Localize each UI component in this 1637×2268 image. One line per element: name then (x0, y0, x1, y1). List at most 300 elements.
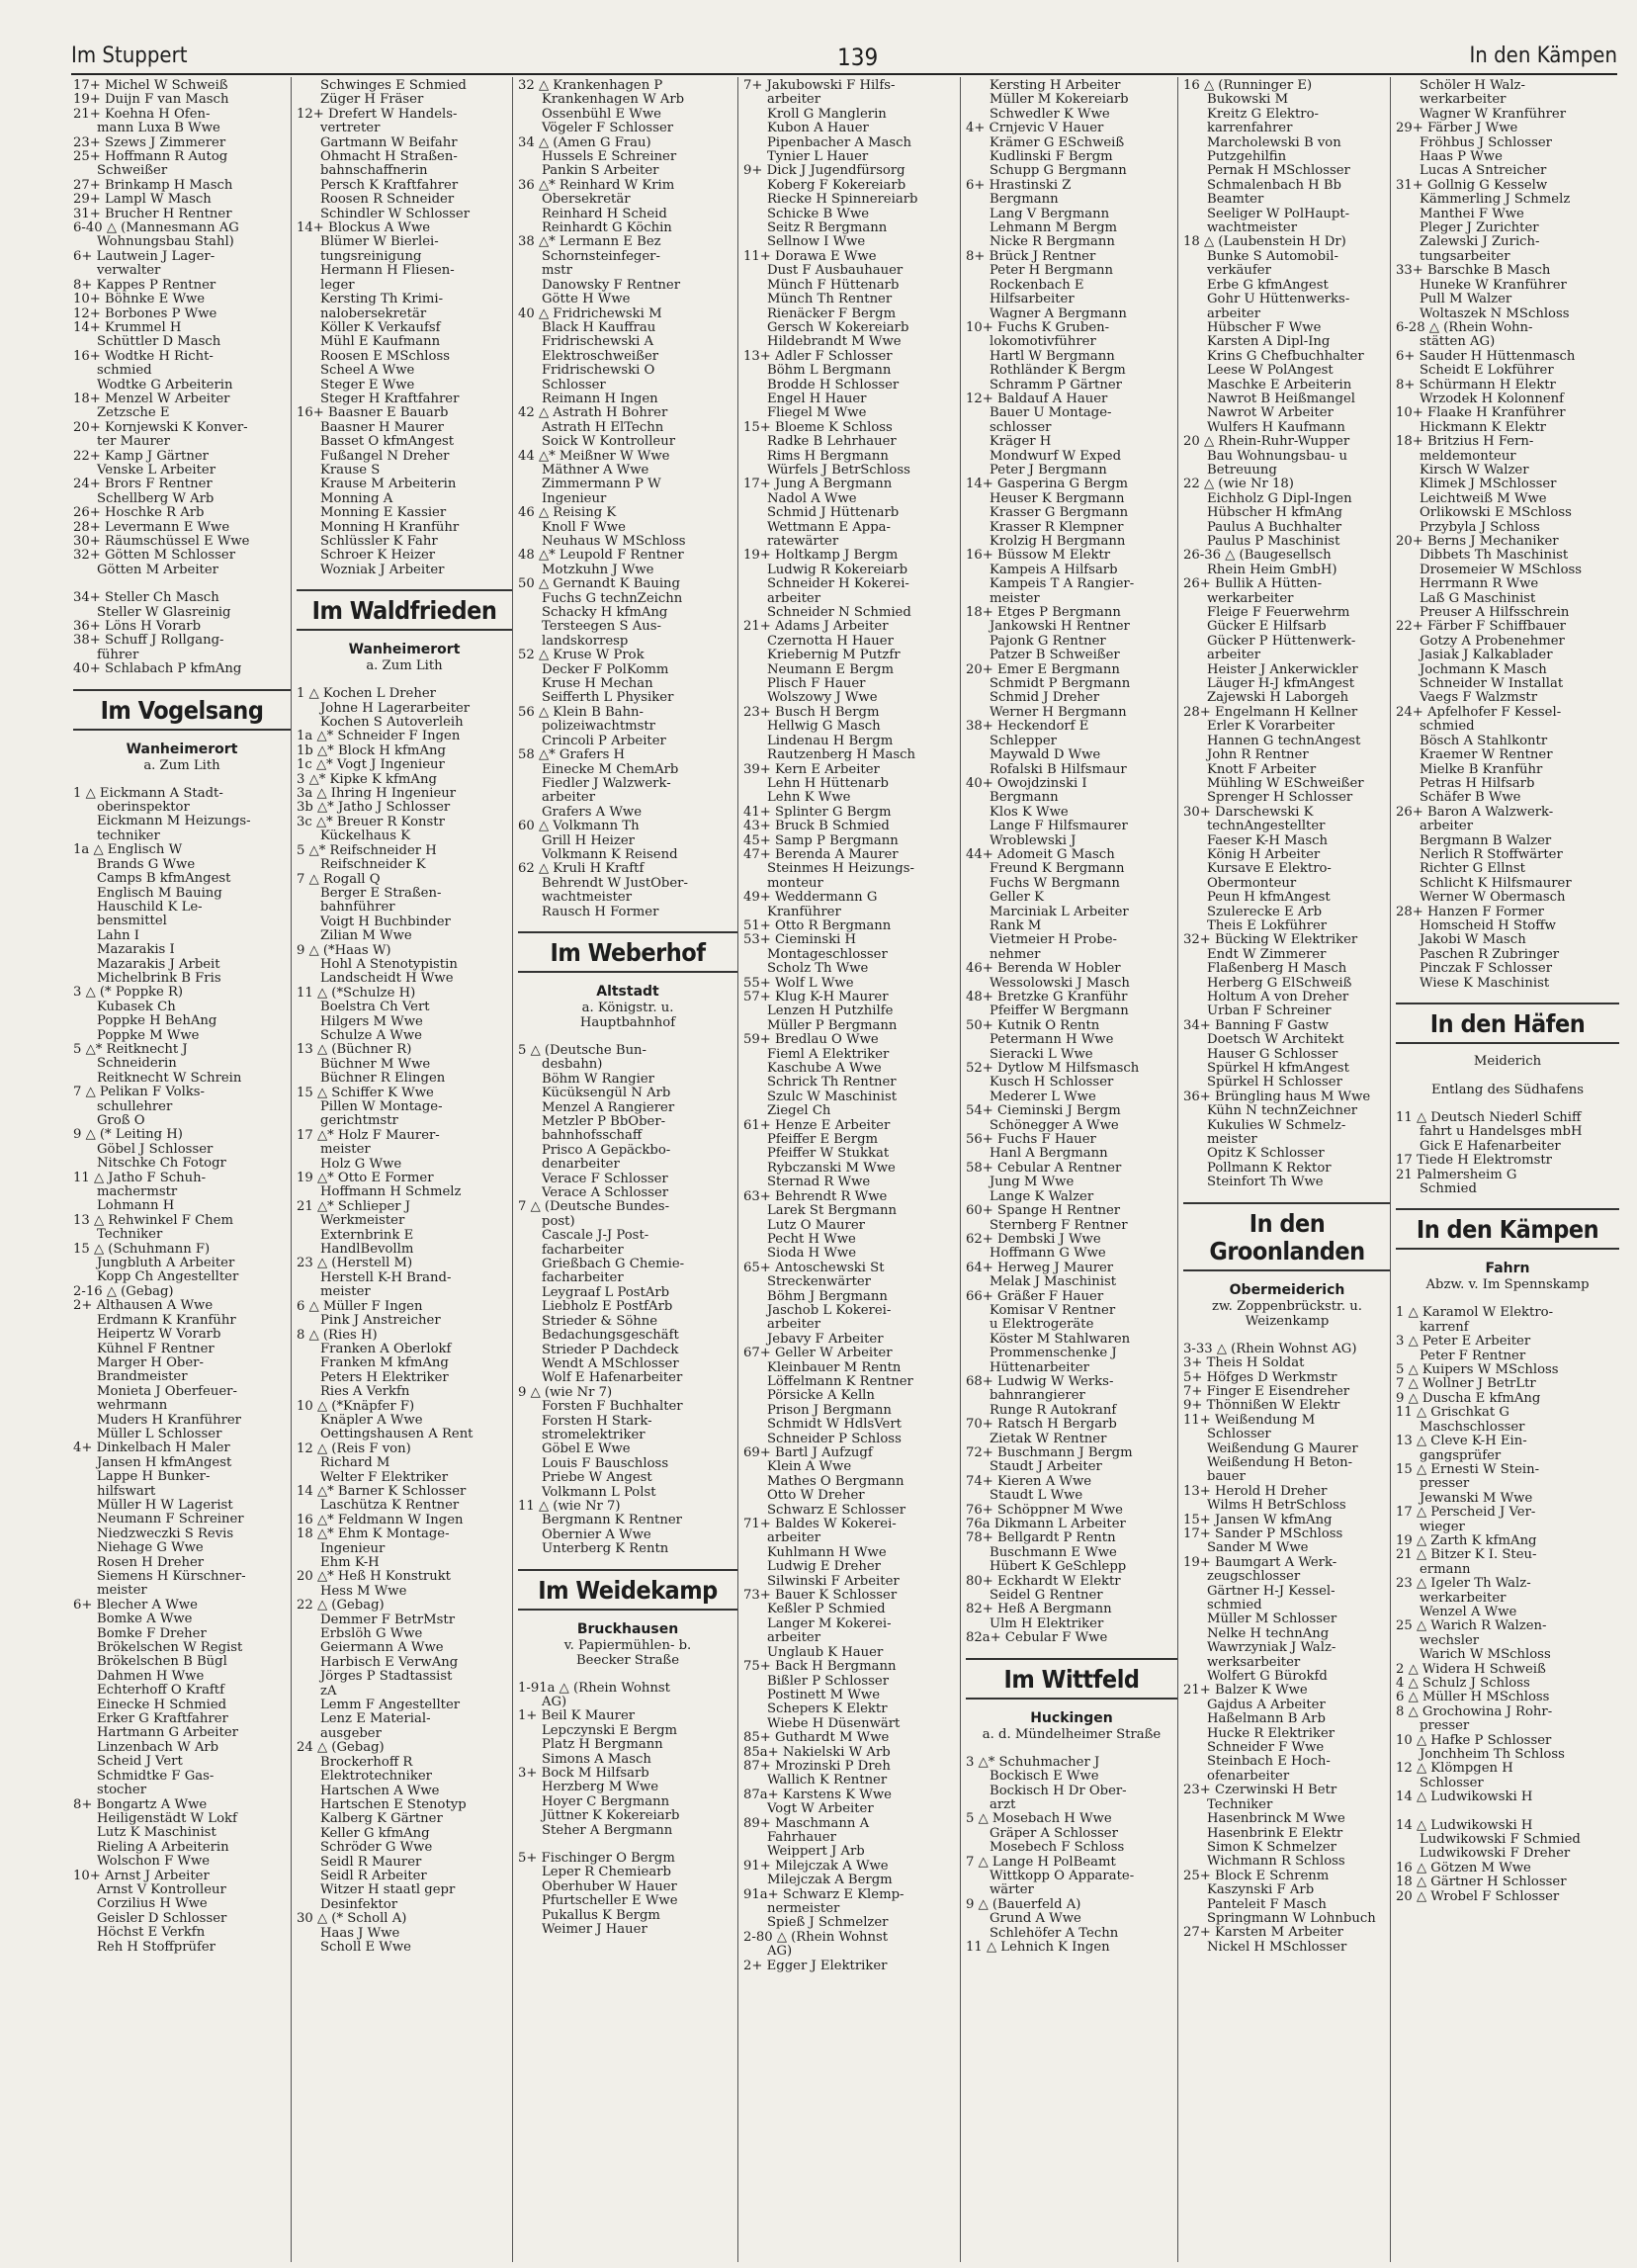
resident-entry: werkarbeiter (1207, 591, 1294, 606)
house-entry: 27+ Brinkamp H Masch (73, 178, 233, 193)
house-entry: 3-33 △ (Rhein Wohnst AG) (1183, 1342, 1357, 1356)
street-location-note: Meiderich (1473, 1054, 1542, 1069)
resident-entry: verkäufer (1207, 264, 1271, 279)
resident-entry: Bockisch H Dr Ober- (990, 1784, 1127, 1798)
resident-entry: Richter G Ellnst (1420, 862, 1525, 877)
resident-entry: Hübscher H kfmAng (1207, 506, 1342, 521)
resident-entry: Bomke A Wwe (97, 1613, 193, 1627)
resident-entry: Jungbluth A Arbeiter (97, 1257, 235, 1271)
street-location-note: Beecker Straße (575, 1652, 680, 1668)
resident-entry: Peter F Rentner (1420, 1349, 1526, 1363)
resident-entry: Laß G Maschinist (1420, 591, 1536, 606)
house-entry: 24+ Apfelhofer F Kessel- (1396, 705, 1562, 720)
resident-entry: Platz H Bergmann (542, 1738, 663, 1753)
resident-entry: Forsten H Stark- (542, 1414, 652, 1429)
resident-entry: Scheidt E Lokführer (1420, 364, 1554, 379)
resident-entry: Panteleit F Masch (1207, 1897, 1327, 1912)
resident-entry: Fuchs G technZeichn (542, 591, 683, 606)
resident-entry: Kriebernig M Putzfr (767, 649, 901, 663)
house-entry: 1 △ Karamol W Elektro- (1396, 1306, 1554, 1321)
resident-entry: Oberhuber W Hauer (542, 1879, 677, 1894)
resident-entry: Gotzy A Probenehmer (1420, 634, 1565, 649)
house-entry: 5+ Höfges D Werkmstr (1183, 1370, 1337, 1385)
resident-entry: Marger H Ober- (97, 1355, 204, 1370)
spacer (73, 577, 291, 591)
resident-entry: Hilfsarbeiter (990, 293, 1075, 307)
resident-entry: Runge R Autokranf (990, 1403, 1117, 1418)
resident-entry: Pfeiffer W Stukkat (767, 1147, 890, 1162)
resident-entry: Kusch H Schlosser (990, 1076, 1114, 1090)
header-left-street: Im Stuppert (71, 44, 188, 68)
resident-entry: Techniker (1207, 1797, 1273, 1812)
resident-entry: Sternad R Wwe (767, 1176, 871, 1190)
house-entry: 66+ Gräßer F Hauer (966, 1289, 1104, 1304)
street-location-note: v. Papiermühlen- b. (563, 1637, 692, 1653)
house-entry: 14+ Blockus A Wwe (297, 221, 431, 236)
resident-entry: Siemens H Kürschner- (97, 1570, 246, 1584)
resident-entry: Nerlich R Stoffwärter (1420, 847, 1563, 862)
house-entry: 1 △ Kochen L Dreher (297, 687, 436, 702)
resident-entry: Kücüksengül N Arb (542, 1087, 671, 1101)
resident-entry: Louis F Bauschloss (542, 1456, 669, 1471)
house-entry: 31+ Brucher H Rentner (73, 207, 232, 221)
house-entry: 26+ Baron A Walzwerk- (1396, 805, 1554, 820)
street-location-note: a. Zum Lith (143, 757, 220, 773)
resident-entry: Witzer H staatl gepr (320, 1883, 456, 1898)
resident-entry: werkarbeiter (1420, 1591, 1507, 1606)
resident-entry: Pernak H MSchlosser (1207, 164, 1350, 179)
resident-entry: Krämer G ESchweiß (990, 135, 1125, 150)
house-entry: 3+ Bock M Hilfsarb (518, 1767, 649, 1782)
resident-entry: Beamter (1207, 193, 1264, 208)
resident-entry: technAngestellter (1207, 820, 1326, 834)
resident-entry: Scheel A Wwe (320, 364, 415, 379)
resident-entry: Peters H Elektriker (320, 1370, 449, 1385)
house-entry: 9 △ Duscha E kfmAng (1396, 1391, 1541, 1406)
resident-entry: Hildebrandt M Wwe (767, 335, 902, 350)
house-entry: 17 Tiede H Elektromstr (1396, 1154, 1552, 1169)
resident-entry: nalobersekretär (320, 306, 427, 321)
house-entry: 13 △ Cleve K-H Ein- (1396, 1435, 1527, 1449)
resident-entry: Harbisch E VerwAng (320, 1655, 459, 1670)
house-entry: 6-28 △ (Rhein Wohn- (1396, 320, 1533, 335)
resident-entry: Hannen G technAngest (1207, 734, 1361, 748)
resident-entry: Böhm L Bergmann (767, 364, 892, 379)
resident-entry: Lehn K Wwe (767, 791, 851, 806)
resident-entry: Neumann E Bergm (767, 662, 894, 677)
resident-entry: Schmied (1420, 1182, 1477, 1197)
resident-entry: Jansen H kfmAngest (97, 1455, 232, 1470)
resident-entry: König H Arbeiter (1207, 847, 1321, 862)
resident-entry: wachtmeister (1207, 221, 1298, 236)
resident-entry: Wolschon F Wwe (97, 1855, 211, 1870)
resident-entry: Kubon A Hauer (767, 122, 869, 136)
resident-entry: Astrath H ElTechn (542, 420, 664, 435)
house-entry: 46 △ Reising K (518, 506, 617, 521)
resident-entry: Hübert K GeSchlepp (990, 1560, 1127, 1575)
resident-entry: Franken M kfmAng (320, 1356, 449, 1371)
resident-entry: Pfurtscheller E Wwe (542, 1894, 678, 1909)
house-entry: 16+ Büssow M Elektr (966, 549, 1111, 564)
spacer (518, 1838, 737, 1852)
resident-entry: Landscheidt H Wwe (320, 972, 454, 987)
resident-entry: Buschmann E Wwe (990, 1545, 1117, 1560)
resident-entry: Lutz O Maurer (767, 1218, 865, 1233)
resident-entry: Hauser G Schlosser (1207, 1047, 1338, 1062)
resident-entry: Mielke B Kranführ (1420, 762, 1543, 777)
resident-entry: Krins G Chefbuchhalter (1207, 349, 1364, 364)
resident-entry: Drosemeier W MSchloss (1420, 563, 1583, 577)
resident-entry: Szulerecke E Arb (1207, 905, 1323, 919)
resident-entry: Leese W PolAngest (1207, 364, 1334, 379)
resident-entry: Prison J Bergmann (767, 1403, 892, 1418)
resident-entry: führer (97, 648, 139, 662)
house-entry: 1 △ Eickmann A Stadt- (73, 786, 223, 801)
house-entry: 40+ Owojdzinski I (966, 776, 1087, 791)
house-entry: 31+ Gollnig G Kesselw (1396, 178, 1548, 193)
resident-entry: Verace A Schlosser (542, 1186, 669, 1201)
resident-entry: bensmittel (97, 915, 167, 929)
resident-entry: Rank M (990, 918, 1042, 933)
resident-entry: Kaszynski F Arb (1207, 1883, 1315, 1898)
house-entry: 56 △ Klein B Bahn- (518, 705, 644, 720)
house-entry: 3c △* Breuer R Konstr (297, 815, 445, 829)
house-entry: 51+ Otto R Bergmann (743, 918, 892, 933)
house-entry: 10+ Fuchs K Gruben- (966, 320, 1110, 335)
resident-entry: Persch K Kraftfahrer (320, 178, 459, 193)
resident-entry: Schulze A Wwe (320, 1028, 422, 1043)
resident-entry: Lemm F Angestellter (320, 1699, 461, 1713)
resident-entry: Dibbets Th Maschinist (1420, 549, 1569, 564)
resident-entry: Petermann H Wwe (990, 1033, 1114, 1048)
resident-entry: Wolszowy J Wwe (767, 691, 878, 706)
house-entry: 3 △* Kipke K kfmAng (297, 772, 437, 787)
resident-entry: Wagner W Kranführer (1420, 107, 1567, 122)
resident-entry: Faeser K-H Masch (1207, 833, 1329, 848)
resident-entry: Bukowski M (1207, 93, 1289, 108)
resident-entry: Postinett M Wwe (767, 1688, 880, 1702)
resident-entry: Steher A Bergmann (542, 1823, 673, 1838)
resident-entry: meister (990, 591, 1040, 606)
resident-entry: Springmann W Lohnbuch (1207, 1911, 1376, 1926)
resident-entry: Venske L Arbeiter (97, 463, 216, 478)
resident-entry: Jochmann K Masch (1420, 662, 1547, 677)
house-entry: 14+ Krummel H (73, 320, 182, 335)
resident-entry: Nadol A Wwe (767, 491, 857, 506)
resident-entry: tungsreinigung (320, 249, 422, 264)
resident-entry: Rautzenberg H Masch (767, 748, 916, 763)
resident-entry: Manthei F Wwe (1420, 207, 1524, 221)
resident-entry: Wettmann E Appa- (767, 520, 891, 535)
resident-entry: schmied (97, 364, 152, 379)
resident-entry: Pankin S Arbeiter (542, 164, 659, 179)
resident-entry: Rausch H Former (542, 905, 659, 919)
resident-entry: Johne H Lagerarbeiter (320, 701, 471, 716)
resident-entry: Ziegel Ch (767, 1104, 831, 1119)
house-entry: 17 △ Perscheid J Ver- (1396, 1506, 1536, 1521)
house-entry: 5 △* Reifschneider H (297, 843, 437, 858)
resident-entry: Lehmann M Bergm (990, 221, 1118, 236)
resident-entry: Reinhard H Scheid (542, 207, 667, 221)
column-1 (71, 79, 291, 2259)
house-entry: 15 △ (Schuhmann F) (73, 1242, 211, 1257)
resident-entry: Klimek J MSchlosser (1420, 478, 1557, 492)
resident-entry: Löffelmann K Rentner (767, 1374, 913, 1389)
house-entry: 36 △* Reinhard W Krim (518, 178, 675, 193)
resident-entry: tungsarbeiter (1420, 249, 1510, 264)
resident-entry: Schrick Th Rentner (767, 1076, 897, 1090)
resident-entry: Niedzweczki S Revis (97, 1527, 234, 1541)
resident-entry: Jüttner K Kokereiarb (542, 1809, 680, 1824)
resident-entry: Wagner A Bergmann (990, 306, 1127, 321)
house-entry: 74+ Kieren A Wwe (966, 1474, 1092, 1489)
house-entry: 8+ Bongartz A Wwe (73, 1797, 208, 1812)
resident-entry: Schmalenbach H Bb (1207, 178, 1341, 193)
resident-entry: verwalter (97, 264, 161, 279)
house-entry: 3 △* Schuhmacher J (966, 1755, 1100, 1770)
resident-entry: Brodde H Schlosser (767, 378, 900, 393)
resident-entry: Corzilius H Wwe (97, 1897, 208, 1912)
house-entry: 45+ Samp P Bergmann (743, 833, 899, 848)
resident-entry: Kleinbauer M Rentn (767, 1360, 902, 1375)
house-entry: 1c △* Vogt J Ingenieur (297, 758, 445, 773)
resident-entry: Grießbach G Chemie- (542, 1258, 685, 1272)
resident-entry: Flaßenberg H Masch (1207, 962, 1347, 977)
resident-entry: Lappe H Bunker- (97, 1470, 211, 1485)
house-entry: 70+ Ratsch H Bergarb (966, 1418, 1117, 1433)
house-entry: 20+ Emer E Bergmann (966, 662, 1120, 677)
house-entry: 68+ Ludwig W Werks- (966, 1374, 1114, 1389)
district-name: Bruckhausen (576, 1620, 679, 1637)
spacer (1396, 1097, 1619, 1111)
resident-entry: Pfeiffer W Bergmann (990, 1004, 1129, 1019)
resident-entry: Peun H kfmAngest (1207, 891, 1331, 906)
resident-entry: Rosen H Dreher (97, 1555, 205, 1570)
resident-entry: Ohmacht H Straßen- (320, 150, 458, 165)
resident-entry: Cascale J-J Post- (542, 1229, 649, 1244)
resident-entry: Gärtner H-J Kessel- (1207, 1584, 1335, 1599)
resident-entry: Motzkuhn J Wwe (542, 563, 654, 577)
resident-entry: Schroer K Heizer (320, 549, 436, 564)
resident-entry: Silwinski F Arbeiter (767, 1574, 900, 1589)
house-entry: 18 △* Ehm K Montage- (297, 1527, 450, 1542)
resident-entry: Schlosser (1207, 1428, 1271, 1442)
resident-entry: Göbel E Wwe (542, 1442, 631, 1457)
resident-entry: Seeliger W PolHaupt- (1207, 207, 1350, 221)
resident-entry: Pajonk G Rentner (990, 634, 1106, 649)
resident-entry: Wawrzyniak J Walz- (1207, 1641, 1336, 1656)
house-entry: 3 △ Peter E Arbeiter (1396, 1335, 1531, 1350)
house-entry: 55+ Wolf L Wwe (743, 976, 854, 991)
house-entry: 32 △ Krankenhagen P (518, 79, 663, 93)
column-divider (291, 77, 292, 2262)
resident-entry: Schellberg W Arb (97, 491, 215, 506)
house-entry: 22 △ (wie Nr 18) (1183, 478, 1294, 492)
resident-entry: Kaschube A Wwe (767, 1062, 882, 1077)
resident-entry: Orlikowski E MSchloss (1420, 506, 1572, 521)
resident-entry: Pörsicke A Kelln (767, 1389, 875, 1404)
street-heading: In den Häfen (1396, 1003, 1619, 1044)
house-entry: 1+ Beil K Maurer (518, 1709, 636, 1724)
resident-entry: Mederer L Wwe (990, 1090, 1096, 1104)
resident-entry: Rieling A Arbeiterin (97, 1840, 229, 1855)
resident-entry: Böhm W Rangier (542, 1072, 654, 1087)
house-entry: 87+ Mrozinski P Dreh (743, 1759, 891, 1774)
house-entry: 19 △ Zarth K kfmAng (1396, 1533, 1537, 1548)
house-entry: 32+ Bücking W Elektriker (1183, 933, 1358, 948)
resident-entry: Erker G Kraftfahrer (97, 1712, 228, 1727)
resident-entry: Wilms H BetrSchloss (1207, 1499, 1346, 1514)
house-entry: 18+ Menzel W Arbeiter (73, 392, 230, 406)
resident-entry: stocher (97, 1784, 146, 1798)
resident-entry: Weißendung H Beton- (1207, 1455, 1353, 1470)
resident-entry: Schlosser (542, 378, 606, 393)
column-divider (960, 77, 961, 2262)
resident-entry: Kersting Th Krimi- (320, 293, 444, 307)
resident-entry: post) (542, 1214, 575, 1229)
resident-entry: Ossenbühl E Wwe (542, 107, 661, 122)
resident-entry: Hellwig G Masch (767, 720, 881, 735)
resident-entry: Neumann F Schreiner (97, 1513, 244, 1527)
house-entry: 91+ Milejczak A Wwe (743, 1859, 889, 1874)
resident-entry: Desinfektor (320, 1897, 398, 1912)
house-entry: 8+ Kappes P Rentner (73, 278, 216, 293)
house-entry: 22 △ (Gebag) (297, 1599, 385, 1614)
resident-entry: gerichtmstr (320, 1114, 398, 1129)
resident-entry: Holtum A von Dreher (1207, 991, 1349, 1004)
house-entry: 18 △ (Laubenstein H Dr) (1183, 235, 1346, 250)
house-entry: 19+ Holtkamp J Bergm (743, 549, 899, 564)
resident-entry: Kückelhaus K (320, 829, 411, 844)
resident-entry: Mazarakis J Arbeit (97, 957, 220, 972)
district-name: Altstadt (596, 983, 659, 1000)
resident-entry: Kranführer (767, 905, 841, 919)
resident-entry: Sternberg F Rentner (990, 1218, 1128, 1233)
resident-entry: Werkmeister (320, 1214, 405, 1229)
resident-entry: Lohmann H (97, 1199, 175, 1214)
house-entry: 16 △ (Runninger E) (1183, 79, 1313, 93)
house-entry: 76a Dikmann L Arbeiter (966, 1518, 1126, 1532)
resident-entry: Herrmann R Wwe (1420, 577, 1539, 592)
resident-entry: Danowsky F Rentner (542, 278, 681, 293)
resident-entry: Bergmann K Rentner (542, 1514, 682, 1528)
resident-entry: Doetsch W Architekt (1207, 1033, 1344, 1048)
resident-entry: Haßelmann B Arb (1207, 1712, 1326, 1727)
resident-entry: Pinczak F Schlosser (1420, 962, 1553, 977)
house-entry: 1a △ Englisch W (73, 843, 183, 858)
resident-entry: Fleige F Feuerwehrm (1207, 606, 1350, 621)
house-entry: 13+ Adler F Schlosser (743, 349, 893, 364)
resident-entry: Knott F Arbeiter (1207, 762, 1317, 777)
resident-entry: Kubasek Ch (97, 1000, 176, 1014)
page-number: 139 (837, 44, 879, 71)
house-entry: 14 △ Ludwikowski H (1396, 1790, 1533, 1805)
resident-entry: Hoyer C Bergmann (542, 1794, 670, 1809)
resident-entry: Büchner M Wwe (320, 1057, 431, 1072)
resident-entry: Simons A Masch (542, 1752, 651, 1767)
resident-entry: Herstell K-H Brand- (320, 1270, 452, 1285)
resident-entry: Niehage G Wwe (97, 1541, 204, 1556)
resident-entry: Richard M (320, 1456, 390, 1471)
resident-entry: Wiebe H Düsenwärt (767, 1716, 901, 1731)
house-entry: 24+ Brors F Rentner (73, 478, 213, 492)
house-entry: 11+ Weißendung M (1183, 1413, 1316, 1428)
house-entry: 56+ Fuchs F Hauer (966, 1133, 1096, 1148)
resident-entry: Welter F Elektriker (320, 1470, 449, 1485)
resident-entry: Kühnel F Rentner (97, 1342, 215, 1356)
spacer (73, 773, 291, 787)
house-entry: 58+ Cebular A Rentner (966, 1161, 1122, 1176)
resident-entry: Fliegel M Wwe (767, 406, 867, 421)
house-entry: 20+ Berns J Mechaniker (1396, 535, 1559, 549)
resident-entry: Tersteegen S Aus- (542, 620, 661, 635)
column-divider (512, 77, 513, 2262)
resident-entry: Seitz R Bergmann (767, 221, 888, 236)
resident-entry: Priebe W Angest (542, 1471, 652, 1486)
resident-entry: Schneider N Schmied (767, 606, 911, 621)
house-entry: 76+ Schöppner M Wwe (966, 1503, 1123, 1518)
resident-entry: Basset O kfmAngest (320, 435, 455, 450)
resident-entry: Bösch A Stahlkontr (1420, 734, 1548, 748)
resident-entry: Schäfer B Wwe (1420, 791, 1521, 806)
resident-entry: Heister J Ankerwickler (1207, 662, 1358, 677)
resident-entry: Blümer W Bierlei- (320, 235, 439, 250)
house-entry: 12+ Baldauf A Hauer (966, 392, 1108, 406)
resident-entry: Schöler H Walz- (1420, 79, 1525, 93)
resident-entry: Steinfort Th Wwe (1207, 1176, 1324, 1190)
resident-entry: Gräper A Schlosser (990, 1826, 1118, 1841)
resident-entry: Mosebech F Schloss (990, 1841, 1125, 1856)
resident-entry: Schmidt P Bergmann (990, 677, 1131, 692)
resident-entry: Kühn N technZeichner (1207, 1104, 1358, 1119)
house-entry: 61+ Henze E Arbeiter (743, 1118, 891, 1133)
resident-entry: Plisch F Hauer (767, 677, 866, 692)
resident-entry: u Elektrogeräte (990, 1318, 1094, 1333)
resident-entry: Mühl E Kaufmann (320, 335, 441, 350)
house-entry: 23 △ (Herstell M) (297, 1257, 413, 1271)
resident-entry: ofenarbeiter (1207, 1769, 1290, 1784)
house-entry: 19 △* Otto E Former (297, 1172, 434, 1186)
resident-entry: Bergmann (990, 791, 1059, 806)
resident-entry: Paschen R Zubringer (1420, 947, 1560, 962)
resident-entry: Wohnungsbau Stahl) (97, 235, 234, 250)
resident-entry: Schüttler D Masch (97, 335, 221, 350)
resident-entry: Ingenieur (320, 1541, 386, 1556)
resident-entry: Spürkel H kfmAngest (1207, 1062, 1349, 1077)
house-entry: 71+ Baldes W Kokerei- (743, 1518, 897, 1532)
resident-entry: stätten AG) (1420, 335, 1496, 350)
resident-entry: arbeiter (767, 1531, 821, 1546)
resident-entry: Brands G Wwe (97, 857, 196, 872)
house-entry: 62 △ Kruli H Kraftf (518, 862, 645, 877)
resident-entry: Baasner H Maurer (320, 420, 444, 435)
house-entry: 38+ Heckendorf E (966, 720, 1089, 735)
resident-entry: Liebholz E PostfArb (542, 1300, 673, 1315)
resident-entry: Szulc W Maschinist (767, 1090, 898, 1104)
resident-entry: Homscheid H Stoffw (1420, 918, 1556, 933)
resident-entry: Montageschlosser (767, 947, 888, 962)
resident-entry: Haas P Wwe (1420, 150, 1503, 165)
house-entry: 21 △* Schlieper J (297, 1199, 411, 1214)
resident-entry: Kukulies W Schmelz- (1207, 1118, 1346, 1133)
resident-entry: wieger (1420, 1520, 1465, 1534)
house-entry: 11 △ Deutsch Niederl Schiff (1396, 1111, 1582, 1125)
resident-entry: Wrzodek H Kolonnenf (1420, 392, 1565, 406)
resident-entry: Vietmeier H Probe- (990, 933, 1117, 948)
resident-entry: Reinhardt G Köchin (542, 221, 672, 236)
resident-entry: Münch Th Rentner (767, 293, 893, 307)
house-entry: 78+ Bellgardt P Rentn (966, 1531, 1116, 1546)
